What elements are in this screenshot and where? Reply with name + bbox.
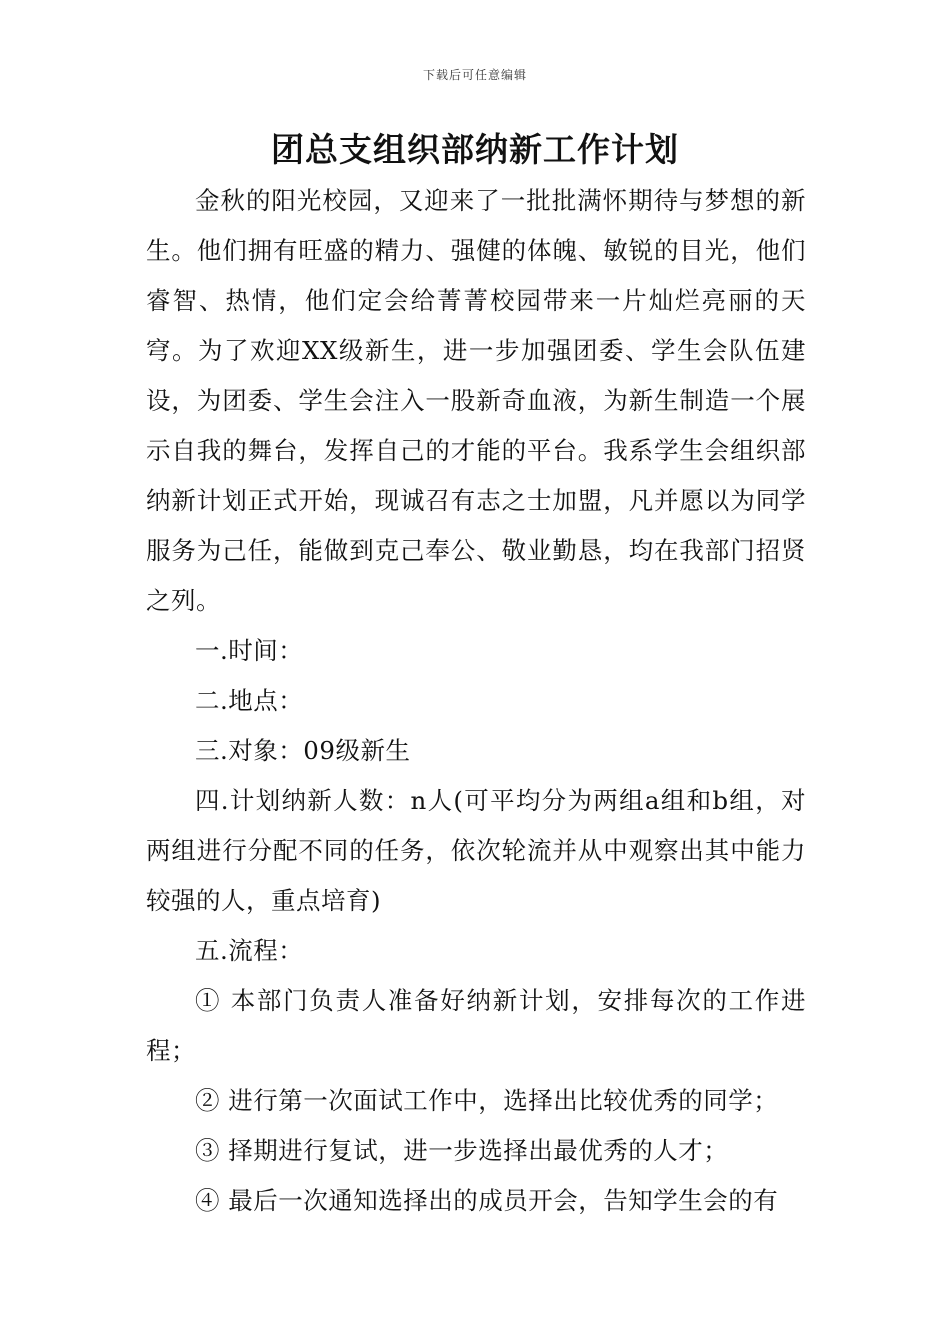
process-step-2: ② 进行第一次面试工作中，选择出比较优秀的同学；	[195, 1086, 779, 1115]
process-step-3: ③ 择期进行复试，进一步选择出最优秀的人才；	[195, 1136, 729, 1165]
process-step-4: ④ 最后一次通知选择出的成员开会，告知学生会的有	[195, 1186, 779, 1215]
header-note: 下载后可任意编辑	[422, 68, 527, 82]
document-body	[146, 176, 806, 1226]
section-time: 一.时间：	[195, 636, 304, 665]
section-recruit-count: 四.计划纳新人数：n人(可平均分为两组a组和b组，对两组进行分配不同的任务，依次轮流并从中观察出其中能力较强的人，重点培育)	[146, 786, 806, 915]
intro-paragraph: 金秋的阳光校园，又迎来了一批批满怀期待与梦想的新生。他们拥有旺盛的精力、强健的体魄、敏锐的目光，他们睿智、热情，他们定会给菁菁校园带来一片灿烂亮丽的天穹。为了欢迎XX级新生，进一步加强团委、学生会队伍建设，为团委、学生会注入一股新奇血液，为新生制造一个展示自我的舞台，发挥自己的才能的平台。我系学生会组织部纳新计划正式开始，现诚召有志之士加盟，凡并愿以为同学服务为己任，能做到克己奉公、敬业勤恳，均在我部门招贤之列。	[146, 186, 806, 615]
section-location: 二.地点：	[195, 686, 304, 715]
process-step-1: ① 本部门负责人准备好纳新计划，安排每次的工作进程；	[146, 986, 806, 1065]
section-target: 三.对象：09级新生	[195, 736, 411, 765]
section-process: 五.流程：	[195, 936, 304, 965]
document-title: 团总支组织部纳新工作计划	[271, 130, 679, 169]
